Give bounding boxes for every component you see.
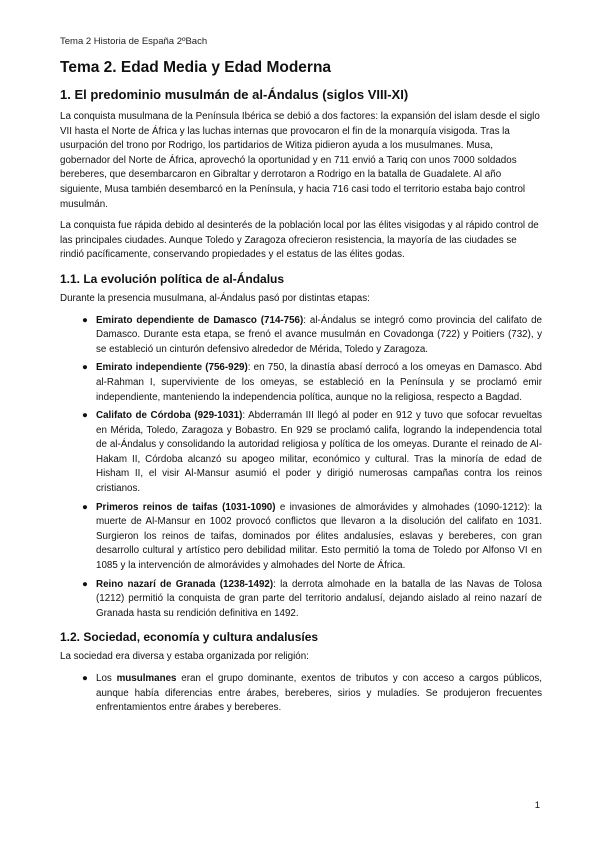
bullet-icon: ●: [82, 362, 88, 374]
section-1-1-heading: 1.1. La evolución política de al-Ándalus: [60, 271, 285, 286]
list-item-term: Califato de Córdoba (929-1031): [96, 410, 243, 422]
section-1-paragraph-1: La conquista musulmana de la Península Ibérica se debió a dos factores: la expansión del islam desde el siglo VII hasta el Norte de África y las luchas internas que provocaron el fin de la monarquía visigoda. Tras la usurpación del trono por Rodrigo, los partidarios de Witiza pidieron ayuda a los musulmanes. Musa, gobernador del Norte de África, aprovechó la oportunidad y en 711 envió a Tariq con unos 7000 soldados bereberes, que desembarcaron en Gibraltar y derrotaron a Rodrigo en la batalla de Guadalete. Al año siguiente, Musa también desembarcó en la Península, y hacia 716 casi todo el territorio estaba bajo control musulmán.: [60, 111, 540, 210]
list-item-prefix: Los: [96, 673, 117, 684]
bullet-icon: ●: [82, 314, 88, 326]
list-item: [60, 409, 542, 497]
list-item-text: e invasiones de almorávides y almohades (1090-1212): la muerte de Al-Mansur en 1002 provocó conflictos que llevaron a la disolución del califato en 1031. Surgieron los reinos de taifas, dominados por élites andalusíes, eslavas y bereberes, con gran desarrollo cultural y artístico pero debilidad militar. Esto permitió la toma de Toledo por Alfonso VI en 1085 y la intervención de almorávides y almohades del Norte de África.: [96, 501, 542, 572]
list-item-term: Reino nazarí de Granada (1238-1492): [96, 578, 274, 590]
list-item: [60, 578, 542, 622]
section-1-2-intro: La sociedad era diversa y estaba organizada por religión:: [60, 651, 309, 663]
document-title: Tema 2. Edad Media y Edad Moderna: [60, 59, 332, 76]
list-item-term: Emirato dependiente de Damasco (714-756): [96, 314, 304, 326]
society-list: [60, 672, 542, 716]
bullet-icon: ●: [82, 501, 88, 513]
list-item: [60, 314, 542, 358]
stages-list: [60, 314, 542, 622]
bullet-icon: ●: [82, 578, 88, 590]
list-item-term: musulmanes: [116, 673, 177, 684]
section-1-1-intro: Durante la presencia musulmana, al-Ándalus pasó por distintas etapas:: [60, 292, 370, 304]
section-1-2-heading: 1.2. Sociedad, economía y cultura andalusíes: [60, 630, 319, 645]
page-header: Tema 2 Historia de España 2ºBach: [60, 36, 208, 47]
section-1-paragraph-2: La conquista fue rápida debido al desinterés de la población local por las élites visigodas y al rápido control de las principales ciudades. Aunque Toledo y Zaragoza ofrecieron resistencia, la mayoría de las ciudades se rindió pacíficamente, conservando propiedades y el estatus de las élites godas.: [60, 220, 539, 261]
list-item-text: : la derrota almohade en la batalla de las Navas de Tolosa (1212) permitió la conquista de gran parte del territorio andalusí, dejando aislado al reino nazarí de Granada hasta su rendición definitiva en 1492.: [96, 578, 542, 619]
list-item-text: : al-Ándalus se integró como provincia del califato de Damasco. Durante esta etapa, se frenó el avance musulmán en Covadonga (722) y Poitiers (732), y se estableció un cinturón defensivo alrededor de Mérida, Toledo y Zaragoza.: [96, 314, 543, 355]
list-item-text: : Abderramán III llegó al poder en 912 y tuvo que sofocar revueltas en Mérida, Toledo, Zaragoza y Bobastro. En 929 se proclamó califa, logrando la independencia total de al-Ándalus y consolidando la autoridad religiosa y política de los omeyas. Durante el reinado de Al-Hakam II, Córdoba alcanzó su apogeo militar, económico y cultural. Tras la minoría de edad de Hisham II, el visir Al-Mansur asumió el poder y dirigió numerosas campañas contra los reinos cristianos.: [96, 410, 542, 495]
page-number: 1: [534, 800, 540, 811]
list-item: [60, 501, 542, 574]
list-item: [60, 672, 542, 716]
list-item-term: Primeros reinos de taifas (1031-1090): [96, 501, 276, 513]
list-item-text: eran el grupo dominante, exentos de tributos y con acceso a cargos públicos, aunque había diferencias entre árabes, bereberes, sirios y muladíes. Se produjeron frecuentes enfrentamientos entre árabes y bereberes.: [96, 673, 542, 714]
list-item: [60, 361, 542, 405]
document-body: [60, 58, 542, 722]
list-item-term: Emirato independiente (756-929): [96, 362, 248, 374]
section-1-heading: 1. El predominio musulmán de al-Ándalus (siglos VIII-XI): [60, 87, 409, 102]
list-item-text: : en 750, la dinastía abasí derrocó a los omeyas en Damasco. Abd al-Rahman I, superviviente de los omeyas, se estableció en la Península y se proclamó emir independiente, manteniendo la independencia política, aunque no la religiosa, respecto a Bagdad.: [96, 362, 542, 403]
bullet-icon: ●: [82, 410, 88, 422]
bullet-icon: ●: [82, 673, 88, 684]
